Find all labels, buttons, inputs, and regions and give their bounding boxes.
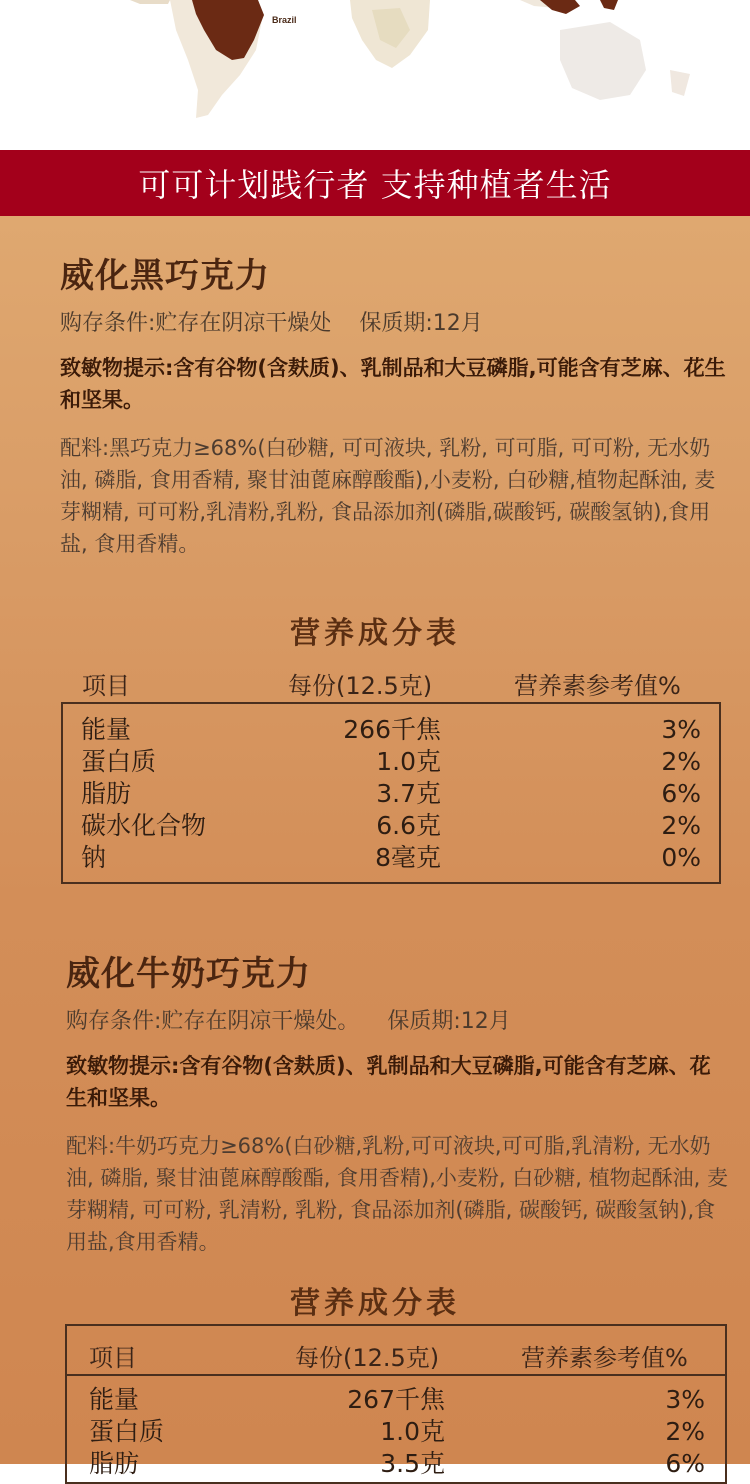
slogan-banner: 可可计划践行者 支持种植者生活 <box>0 150 750 216</box>
table-row <box>81 746 701 778</box>
cocoa-origin-map <box>0 0 750 150</box>
product-title: 威化牛奶巧克力 <box>66 954 311 994</box>
nutrient-name: 能量 <box>81 715 132 744</box>
nutrient-amount: 6.6克 <box>376 811 441 840</box>
table-row <box>81 810 701 842</box>
storage-conditions: 购存条件:贮存在阴凉干燥处 保质期:12月 <box>60 311 483 336</box>
nutrient-nrv: 3% <box>665 1385 705 1414</box>
nutrient-nrv: 6% <box>661 779 701 808</box>
header-divider <box>67 1374 725 1376</box>
header-nrv: 营养素参考值% <box>514 672 681 700</box>
nutrient-nrv: 0% <box>661 843 701 872</box>
header-per-serving: 每份(12.5克) <box>295 1344 440 1372</box>
ingredients-list: 配料:牛奶巧克力≥68%(白砂糖,乳粉,可可液块,可可脂,乳清粉, 无水奶油, 磷脂, 聚甘油蓖麻醇酸酯, 食用香精),小麦粉, 白砂糖, 植物起酥油, 麦芽糊精, 可可粉, 乳清粉, 乳粉, 食品添加剂(磷脂, 碳酸钙, 碳酸氢钠),食用盐,食用香精。 <box>66 1134 728 1254</box>
nutrient-amount: 266千焦 <box>343 715 441 744</box>
header-per-serving: 每份(12.5克) <box>288 672 433 700</box>
table-row <box>81 842 701 874</box>
product-title: 威化黑巧克力 <box>60 256 270 296</box>
product-info-panel <box>0 216 750 1478</box>
nutrient-nrv: 2% <box>661 747 701 776</box>
nutrient-nrv: 2% <box>661 811 701 840</box>
nutrient-nrv: 6% <box>665 1449 705 1478</box>
nutrient-name: 碳水化合物 <box>81 811 207 840</box>
nutrient-nrv: 3% <box>661 715 701 744</box>
nutrient-amount: 1.0克 <box>380 1417 445 1446</box>
nutrient-name: 钠 <box>81 843 107 872</box>
storage-conditions: 购存条件:贮存在阴凉干燥处。 保质期:12月 <box>66 1009 511 1034</box>
nutrient-amount: 3.5克 <box>380 1449 445 1478</box>
table-row <box>81 714 701 746</box>
nutrient-name: 蛋白质 <box>89 1417 165 1446</box>
nutrient-name: 能量 <box>89 1385 140 1414</box>
ingredients-list: 配料:黑巧克力≥68%(白砂糖, 可可液块, 乳粉, 可可脂, 可可粉, 无水奶油, 磷脂, 食用香精, 聚甘油蓖麻醇酸酯),小麦粉, 白砂糖,植物起酥油, 麦芽糊精, 可可粉,乳清粉,乳粉, 食品添加剂(磷脂,碳酸钙, 碳酸氢钠),食用盐, 食用香精。 <box>60 436 716 556</box>
header-nrv: 营养素参考值% <box>521 1344 688 1372</box>
map-label-brazil: Brazil <box>272 15 297 25</box>
table-row <box>89 1416 705 1448</box>
allergen-notice: 致敏物提示:含有谷物(含麸质)、乳制品和大豆磷脂,可能含有芝麻、花生和坚果。 <box>66 1054 711 1110</box>
header-item: 项目 <box>89 1344 137 1372</box>
allergen-notice: 致敏物提示:含有谷物(含麸质)、乳制品和大豆磷脂,可能含有芝麻、花生和坚果。 <box>60 356 726 412</box>
nutrient-nrv: 2% <box>665 1417 705 1446</box>
table-row <box>81 778 701 810</box>
nutrient-name: 脂肪 <box>81 779 132 808</box>
nutrient-amount: 267千焦 <box>347 1385 445 1414</box>
nutrient-amount: 1.0克 <box>376 747 441 776</box>
table-row <box>89 1448 705 1480</box>
world-map-graphic <box>0 0 750 150</box>
nutrition-table-title: 营养成分表 <box>290 616 460 651</box>
nutrition-table-title: 营养成分表 <box>290 1286 460 1321</box>
nutrition-table <box>65 1324 727 1484</box>
nutrient-amount: 3.7克 <box>376 779 441 808</box>
nutrition-table <box>61 702 721 884</box>
header-item: 项目 <box>82 672 130 700</box>
nutrient-name: 蛋白质 <box>81 747 157 776</box>
table-row <box>89 1384 705 1416</box>
nutrient-name: 脂肪 <box>89 1449 140 1478</box>
nutrient-amount: 8毫克 <box>375 843 441 872</box>
